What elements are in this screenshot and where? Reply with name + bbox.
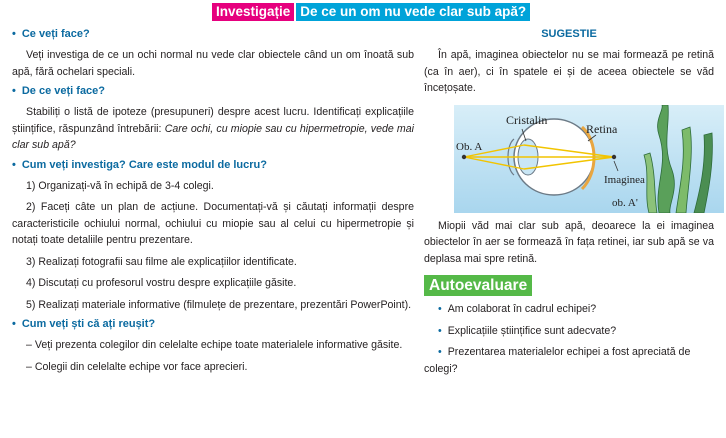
paragraph: Veți investiga de ce un ochi normal nu vede clar obiectele când un om înoată sub apă, fără ochelari speciali. <box>12 49 414 78</box>
step-2: 2) Faceți câte un plan de acțiune. Documentați-vă și căutați informații despre caracteristicile ochiului normal, ochiului cu miopie sau al celui cu hipermetropie și notați toate detaliile pentru prezentare. <box>12 201 414 246</box>
left-column <box>12 23 414 375</box>
step-5: 5) Realizați materiale informative (filmulețe de prezentare, prezentări PowerPoint). <box>26 298 412 311</box>
object-a-point <box>462 154 466 158</box>
label-ob-a-prime: ob. A' <box>612 196 638 209</box>
paragraph-text: Stabiliți o listă de ipoteze (presupuneri) despre acest lucru. Identificați explicațiile științifice, răspunzând întrebării: <box>12 106 414 135</box>
list-item <box>424 344 714 377</box>
italic-question: Care ochi, cu miopie sau cu hipermetropie, vede mai clar sub apă? <box>12 122 415 151</box>
miopie-paragraph: Miopii văd mai clar sub apă, deoarece la ei imaginea obiectelor în aer se formează în fața retinei, iar sub apă se va deplasa mai spre retină. <box>424 219 714 265</box>
heading-cum-veti-sti <box>12 316 414 332</box>
list-item <box>424 323 714 340</box>
label-cristalin: Cristalin <box>506 112 548 127</box>
eye-diagram <box>454 105 724 213</box>
sugestie-heading: SUGESTIE <box>541 28 597 40</box>
bullet-icon: • <box>438 324 442 337</box>
image-a-point <box>612 154 616 158</box>
title-investigatie: Investigație <box>212 3 294 21</box>
right-column <box>424 23 714 377</box>
autoevaluare-badge: Autoevaluare <box>424 275 532 296</box>
heading-text: Cum veți ști că ați reușit? <box>21 318 156 330</box>
bullet-icon: • <box>12 85 16 97</box>
heading-cum-investigati <box>12 157 414 173</box>
step-3: 3) Realizați fotografii sau filme ale explicațiilor identificate. <box>26 255 297 268</box>
list-item <box>424 301 714 318</box>
list-item-text: Explicațiile științifice sunt adecvate? <box>447 324 617 337</box>
step-4: 4) Discutați cu profesorul vostru despre explicațiile găsite. <box>26 277 297 289</box>
title-banner <box>212 3 530 21</box>
heading-text: De ce veți face? <box>21 85 106 97</box>
bullet-icon: • <box>438 346 442 358</box>
label-retina: Retina <box>586 121 618 136</box>
label-imaginea: Imaginea <box>604 173 645 186</box>
heading-ce-veti-face <box>12 26 414 42</box>
list-item-text: Prezentarea materialelor echipei a fost apreciată de colegi? <box>424 346 691 375</box>
result-1: – Veți prezenta colegilor din celelalte echipe toate materialele informative găsite. <box>26 339 403 351</box>
list-item-text: Am colaborat în cadrul echipei? <box>447 303 597 315</box>
title-question: De ce un om nu vede clar sub apă? <box>296 3 530 21</box>
bullet-icon: • <box>12 158 16 171</box>
sugestie-paragraph: În apă, imaginea obiectelor nu se mai formează pe retină (ca în aer), ci în spatele ei și de aceea obiectele se văd încețoșate. <box>424 49 714 94</box>
heading-de-ce <box>12 83 414 99</box>
result-2: – Colegii din celelalte echipe vor face aprecieri. <box>26 360 248 373</box>
label-ob-a: Ob. A <box>456 140 483 153</box>
bullet-icon: • <box>438 303 442 315</box>
heading-text: Cum veți investiga? Care este modul de lucru? <box>21 158 267 171</box>
paragraph <box>12 104 414 154</box>
step-1: 1) Organizați-vă în echipă de 3-4 colegi. <box>26 179 214 192</box>
bullet-icon: • <box>12 318 16 330</box>
eye-diagram-svg <box>454 105 724 213</box>
bullet-icon: • <box>12 28 16 40</box>
heading-text: Ce veți face? <box>21 28 90 40</box>
